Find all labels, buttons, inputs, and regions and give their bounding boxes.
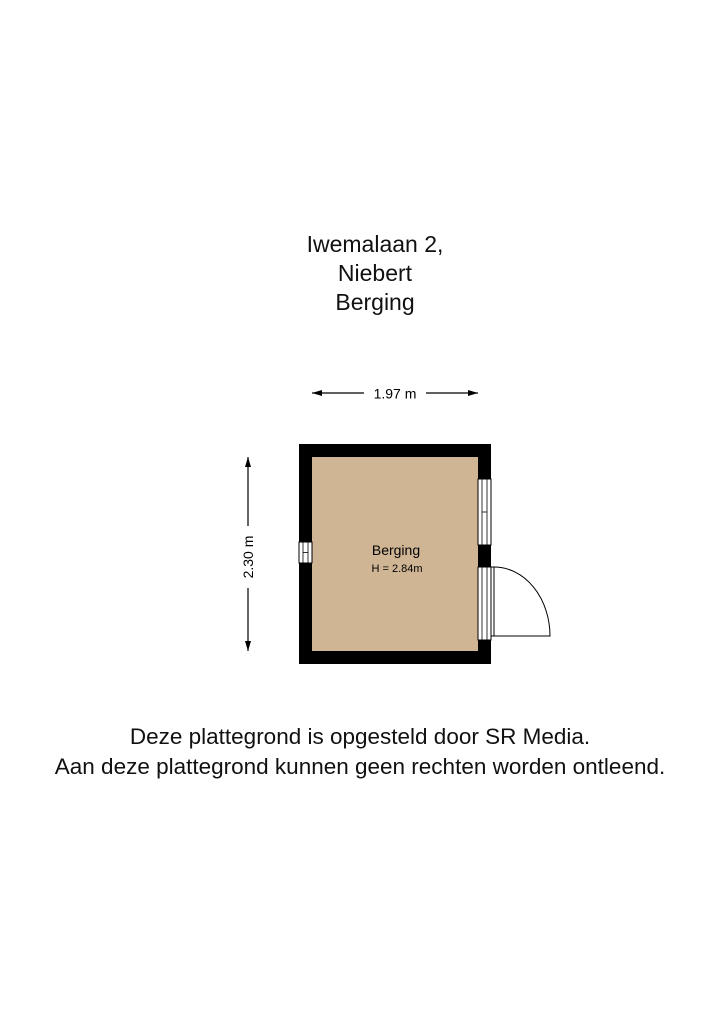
wall-right-middle (478, 545, 491, 567)
wall-right-top (478, 444, 491, 479)
window-right (478, 479, 491, 545)
wall-left-upper (299, 444, 312, 542)
wall-left-lower (299, 563, 312, 664)
room-name: Berging (371, 542, 421, 558)
wall-top (299, 444, 491, 457)
door-leaf (491, 567, 494, 636)
door (478, 567, 550, 640)
title-room: Berging (335, 289, 415, 315)
wall-right-bottom (478, 640, 491, 664)
arrow-right-icon (468, 390, 478, 396)
disclaimer-line-2: Aan deze plattegrond kunnen geen rechten worden ontleend. (54, 754, 666, 779)
disclaimer-line-1: Deze plattegrond is opgesteld door SR Media. (129, 724, 591, 749)
arrow-left-icon (312, 390, 322, 396)
title-city: Niebert (337, 260, 413, 286)
title-address: Iwemalaan 2, (306, 231, 444, 257)
door-swing-arc (494, 567, 550, 636)
height-label: 2.30 m (240, 535, 256, 579)
arrow-up-icon (245, 457, 251, 467)
width-dimension (312, 386, 478, 402)
disclaimer (0, 722, 720, 782)
width-label: 1.97 m (373, 385, 417, 402)
arrow-down-icon (245, 641, 251, 651)
room-ceiling-height: H = 2.84m (371, 563, 423, 575)
window-left (299, 542, 312, 563)
height-dimension (240, 457, 256, 651)
wall-bottom (299, 651, 491, 664)
